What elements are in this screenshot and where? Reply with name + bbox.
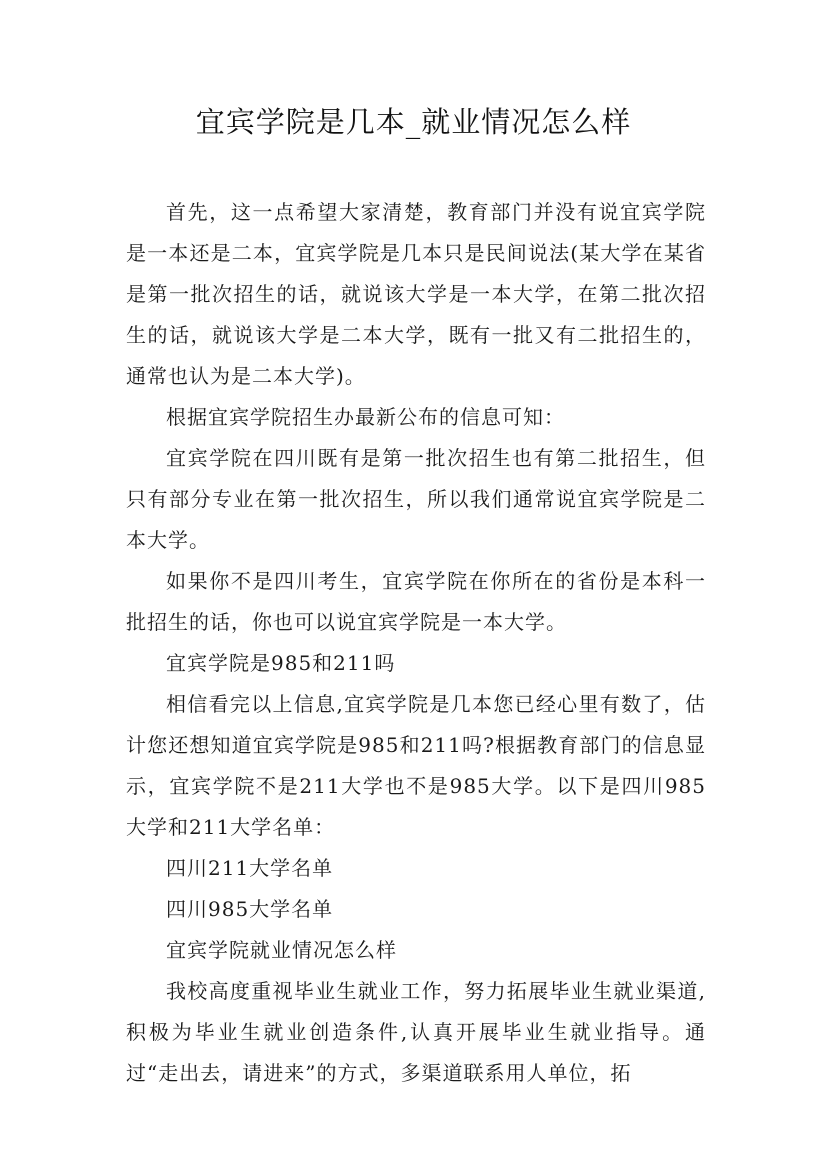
subheading-employment: 宜宾学院就业情况怎么样: [166, 938, 397, 962]
paragraph-admissions-info: 根据宜宾学院招生办最新公布的信息可知：: [166, 405, 565, 429]
list-item-sichuan-211: 四川211大学名单: [166, 856, 334, 880]
document-body: [126, 192, 706, 1094]
paragraph-intro: 首先，这一点希望大家清楚，教育部门并没有说宜宾学院是一本还是二本，宜宾学院是几本只是民间说法(某大学在某省是第一批次招生的话，就说该大学是一本大学，在第二批次招生的话，就说该大学是二本大学，既有一批又有二批招生的，通常也认为是二本大学)。: [126, 200, 706, 388]
list-item-sichuan-985: 四川985大学名单: [166, 897, 334, 921]
paragraph-employment: 我校高度重视毕业生就业工作，努力拓展毕业生就业渠道,积极为毕业生就业创造条件,认真开展毕业生就业指导。通过“走出去，请进来”的方式，多渠道联系用人单位，拓: [126, 979, 706, 1085]
paragraph-other-provinces: 如果你不是四川考生，宜宾学院在你所在的省份是本科一批招生的话，你也可以说宜宾学院是一本大学。: [126, 569, 706, 634]
subheading-985-211: 宜宾学院是985和211吗: [166, 651, 396, 675]
paragraph-985-211-answer: 相信看完以上信息,宜宾学院是几本您已经心里有数了，估计您还想知道宜宾学院是985和211吗?根据教育部门的信息显示，宜宾学院不是211大学也不是985大学。以下是四川985大学和211大学名单：: [126, 692, 706, 839]
document-title: 宜宾学院是几本_就业情况怎么样: [195, 105, 632, 139]
paragraph-sichuan-batches: 宜宾学院在四川既有是第一批次招生也有第二批招生，但只有部分专业在第一批次招生，所以我们通常说宜宾学院是二本大学。: [126, 446, 706, 552]
